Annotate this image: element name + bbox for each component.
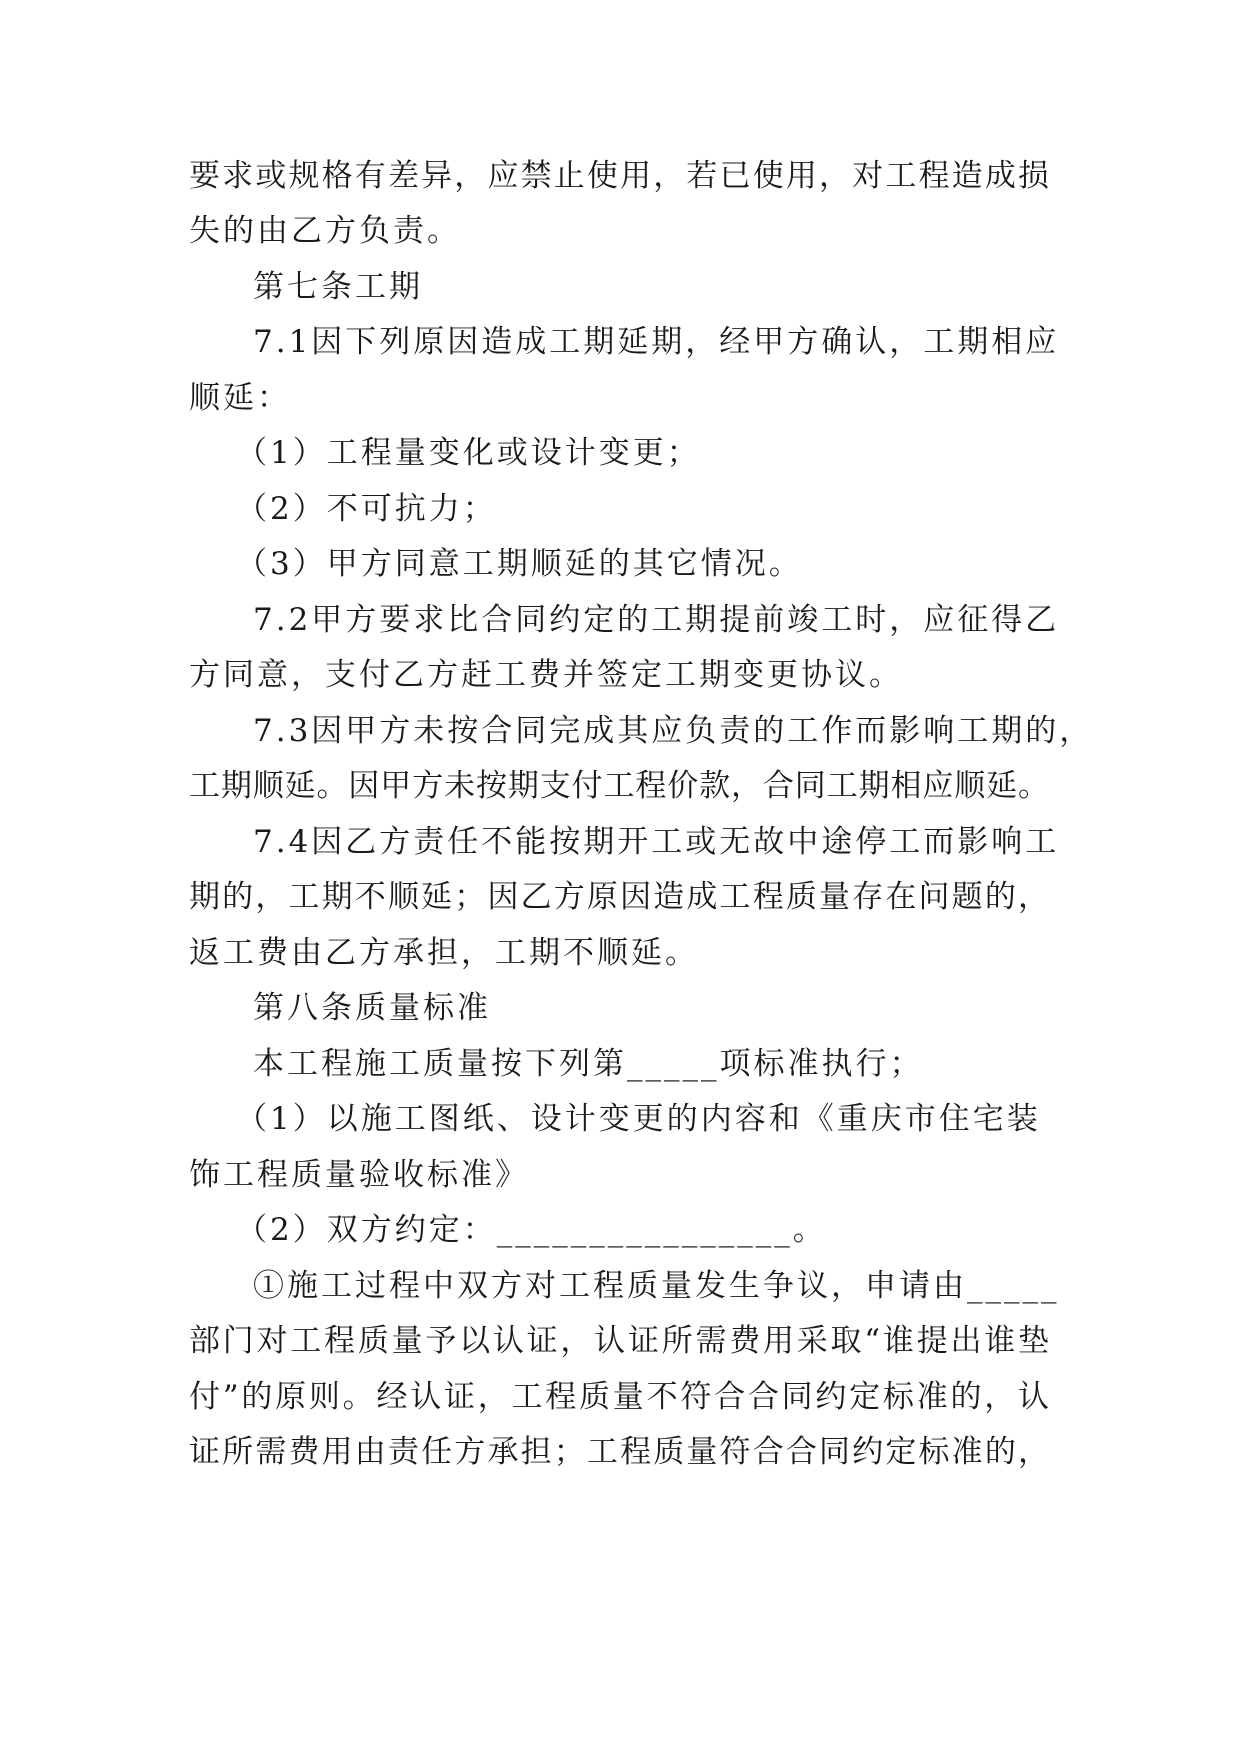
list-item: （1）工程量变化或设计变更； [236,435,701,471]
list-item: （2）不可抗力； [236,491,497,527]
paragraph-line: 工期顺延。因甲方未按期支付工程价款，合同工期相应顺延。 [189,768,1049,804]
list-item: （1）以施工图纸、设计变更的内容和《重庆市住宅装 [236,1101,1041,1137]
paragraph-line: 7.1因下列原因造成工期延期，经甲方确认，工期相应 [253,324,1060,360]
paragraph-line: 要求或规格有差异，应禁止使用，若已使用，对工程造成损 [189,158,1049,194]
paragraph-line: 部门对工程质量予以认证，认证所需费用采取“谁提出谁垫 [189,1323,1049,1359]
section-heading: 第八条质量标准 [253,990,491,1026]
paragraph-line: 7.4因乙方责任不能按期开工或无故中途停工而影响工 [253,824,1060,860]
section-heading: 第七条工期 [253,269,423,305]
paragraph-line: 顺延： [189,380,291,416]
paragraph-line: 证所需费用由责任方承担；工程质量符合合同约定标准的， [189,1434,1049,1470]
paragraph-line: 方同意，支付乙方赶工费并签定工期变更协议。 [189,657,903,693]
paragraph-line: 期的，工期不顺延；因乙方原因造成工程质量存在问题的， [189,879,1049,915]
list-item: （2）双方约定：________________。 [236,1212,827,1248]
paragraph-line: 7.3因甲方未按合同完成其应负责的工作而影响工期的， [253,713,1094,749]
list-item: （3）甲方同意工期顺延的其它情况。 [236,546,803,582]
paragraph-line: ①施工过程中双方对工程质量发生争议，申请由_____ [253,1268,1060,1304]
paragraph-line: 失的由乙方负责。 [189,213,461,249]
paragraph-line: 饰工程质量验收标准》 [189,1157,529,1193]
paragraph-line: 7.2甲方要求比合同约定的工期提前竣工时，应征得乙 [253,602,1060,638]
paragraph-line: 本工程施工质量按下列第_____项标准执行； [253,1046,924,1082]
paragraph-line: 返工费由乙方承担，工期不顺延。 [189,935,699,971]
paragraph-line: 付”的原则。经认证，工程质量不符合合同约定标准的，认 [189,1379,1049,1415]
